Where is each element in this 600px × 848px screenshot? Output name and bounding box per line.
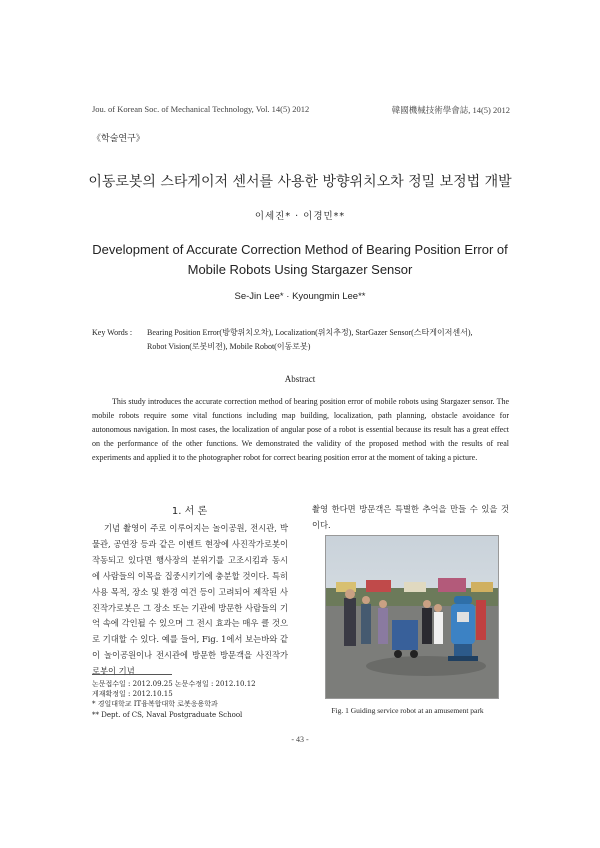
footnote-affiliation-1: * 경일대학교 IT융복합대학 로봇응용학과	[92, 700, 218, 709]
figure-caption: Fig. 1 Guiding service robot at an amusement park	[331, 706, 484, 715]
section-heading: 1. 서 론	[171, 506, 208, 517]
authors-english: Se-Jin Lee* · Kyoungmin Lee**	[234, 291, 366, 302]
footnote-affiliation-2: ** Dept. of CS, Naval Postgraduate School	[92, 710, 243, 719]
intro-paragraph-left: 기념 촬영이 주로 이루어지는 놀이공원, 전시관, 박물관, 공연장 등과 같은 이벤트 현장에 사진작가로봇이 작동되고 있다면 행사장의 분위기를 고조시킴과 동시에 사람들의 이목을 집중시키기에 충분할 것이다. 특히 사용 목적, 장소 및 환경 여건 등이 고려되어 제작된 사진작가로봇은 그 장소 또는 기관에 방문한 사람들의 기억 속에 각인될 수 있으며 그 전시 효과는 매우 클 것으로 기대할 수 있다. 예를 들어, Fig. 1에서 보는바와 같이 놀이공원이나 전시관에 방문한 방문객을 사진작가로봇이 기념	[92, 523, 288, 677]
footnote-accepted: 게재확정일 : 2012.10.15	[92, 690, 173, 699]
keywords-block	[92, 326, 512, 354]
keywords-line1: Bearing Position Error(방향위치오차), Localization(위치추정), StarGazer Sensor(스타게이저센서),	[147, 328, 473, 337]
authors-korean: 이세진* · 이경민**	[254, 211, 346, 222]
page-number: - 43 -	[291, 735, 309, 744]
footnote-received: 논문접수일 : 2012.09.25 논문수정일 : 2012.10.12	[92, 680, 256, 688]
title-korean: 이동로봇의 스타게이저 센서를 사용한 방향위치오차 정밀 보정법 개발	[88, 174, 512, 190]
keywords-label: Key Words :	[92, 328, 133, 337]
title-english-line2: Mobile Robots Using Stargazer Sensor	[187, 262, 413, 277]
footnotes	[92, 679, 292, 720]
amusement-park-photo	[326, 536, 498, 698]
footnote-divider	[92, 674, 172, 675]
title-english-line1: Development of Accurate Correction Method of Bearing Position Error of	[92, 242, 508, 257]
intro-paragraph-right: 촬영 한다면 방문객은 특별한 추억을 만들 수 있을 것이다.	[312, 504, 509, 530]
title-english	[70, 240, 530, 280]
journal-header-en: Jou. of Korean Soc. of Mechanical Technology, Vol. 14(5) 2012	[92, 104, 310, 114]
abstract-text: This study introduces the accurate correction method of bearing position error of mobile robots using Stargazer sensor. The mobile robots require some vital functions including map building, localization, path planning, obstacle avoidance for autonomous navigation. In most cases, the localization of angular pose of a robot is essential because its result has a great effect on the performance of the other functions. We demonstrated the validity of the proposed method with the results of real experiments and applied it to the photographer robot for correct bearing position error at the moment of taking a picture.	[92, 397, 509, 462]
abstract-heading: Abstract	[284, 374, 316, 384]
keywords-line2: Robot Vision(로봇비젼), Mobile Robot(이동로봇)	[147, 342, 311, 351]
figure-photo	[325, 535, 499, 699]
journal-header-ko: 韓國機械技術學會誌, 14(5) 2012	[391, 105, 510, 115]
article-category: 《학술연구》	[92, 134, 145, 144]
